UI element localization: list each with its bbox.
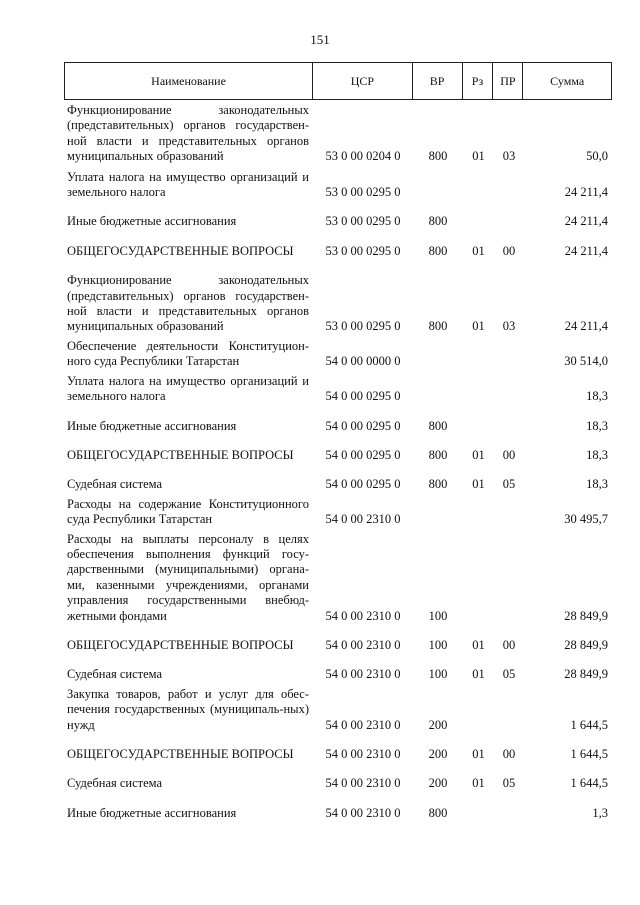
row-sum: 1,3 — [592, 805, 608, 820]
row-csr: 53 0 00 0295 0 — [325, 185, 401, 200]
table-row — [64, 776, 612, 791]
table-row — [64, 477, 612, 492]
row-name: ОБЩЕГОСУДАРСТВЕННЫЕ ВОПРОСЫ — [67, 637, 294, 652]
header-csr: ЦСР — [313, 63, 413, 99]
header-vr: ВР — [413, 63, 463, 99]
row-rz: 01 — [472, 747, 485, 761]
row-vr: 800 — [428, 805, 448, 820]
row-vr: 800 — [428, 149, 448, 164]
table-row — [64, 747, 612, 762]
row-pr: 00 — [502, 747, 516, 761]
row-name: Уплата налога на имущество организаций и земельного налога — [67, 169, 309, 200]
row-name: Судебная система — [67, 477, 163, 492]
row-sum: 18,3 — [586, 447, 608, 462]
row-csr: 53 0 00 0295 0 — [325, 243, 401, 258]
row-pr: 00 — [502, 243, 516, 258]
table-row — [64, 170, 612, 201]
row-vr: 800 — [428, 418, 448, 433]
header-name: Наименование — [65, 63, 313, 99]
table-body — [64, 103, 612, 821]
row-name: Иные бюджетные ассигнования — [67, 418, 237, 433]
header-sum: Сумма — [550, 73, 585, 88]
row-name: Судебная система — [67, 776, 163, 791]
row-rz: 01 — [472, 637, 485, 652]
row-pr: 00 — [502, 637, 516, 652]
row-sum: 24 211,4 — [564, 185, 608, 200]
row-name: ОБЩЕГОСУДАРСТВЕННЫЕ ВОПРОСЫ — [67, 747, 294, 761]
row-rz: 01 — [472, 243, 485, 258]
row-csr: 54 0 00 2310 0 — [325, 747, 401, 761]
row-csr: 54 0 00 2310 0 — [325, 805, 401, 820]
table-row — [64, 339, 612, 370]
table-row — [64, 638, 612, 653]
table-header — [64, 62, 612, 100]
row-name: Функционирование законодательных (представительных) органов государствен-ной власти и представительных органов муниципальных образований — [67, 103, 309, 164]
row-sum: 30 514,0 — [564, 354, 608, 369]
header-rz: Рз — [463, 63, 494, 99]
row-sum: 18,3 — [586, 477, 608, 492]
row-name: ОБЩЕГОСУДАРСТВЕННЫЕ ВОПРОСЫ — [67, 447, 294, 462]
table-row — [64, 667, 612, 682]
row-name: Уплата налога на имущество организаций и земельного налога — [67, 373, 309, 404]
row-csr: 54 0 00 2310 0 — [325, 637, 401, 652]
page-number: 151 — [310, 32, 330, 47]
row-vr: 100 — [428, 667, 448, 682]
row-rz: 01 — [472, 149, 485, 164]
row-csr: 54 0 00 0295 0 — [325, 447, 401, 462]
row-pr: 05 — [502, 667, 516, 682]
row-vr: 800 — [428, 214, 448, 229]
row-sum: 28 849,9 — [564, 608, 608, 623]
row-vr: 800 — [428, 243, 448, 258]
row-csr: 54 0 00 2310 0 — [325, 717, 401, 732]
row-rz: 01 — [472, 667, 485, 682]
row-sum: 28 849,9 — [564, 637, 608, 652]
row-name: Иные бюджетные ассигнования — [67, 214, 237, 229]
row-name: Функционирование законодательных (представительных) органов государствен-ной власти и представительных органов муниципальных образований — [67, 273, 309, 334]
row-vr: 200 — [428, 747, 448, 761]
row-vr: 800 — [428, 447, 448, 462]
table-row — [64, 374, 612, 405]
row-pr: 05 — [502, 477, 516, 492]
row-sum: 1 644,5 — [570, 717, 608, 732]
table-row — [64, 497, 612, 528]
row-sum: 1 644,5 — [570, 747, 608, 761]
row-sum: 18,3 — [586, 389, 608, 404]
row-name: ОБЩЕГОСУДАРСТВЕННЫЕ ВОПРОСЫ — [67, 243, 294, 258]
row-rz: 01 — [472, 477, 485, 492]
row-pr: 03 — [502, 319, 516, 334]
row-pr: 03 — [502, 149, 516, 164]
row-vr: 800 — [428, 319, 448, 334]
row-vr: 100 — [428, 637, 448, 652]
row-rz: 01 — [472, 776, 485, 791]
header-pr: ПР — [493, 63, 523, 99]
row-vr: 100 — [428, 608, 448, 623]
row-sum: 50,0 — [586, 149, 608, 164]
row-sum: 28 849,9 — [564, 667, 608, 682]
row-name: Обеспечение деятельности Конституцион-ного суда Республики Татарстан — [67, 338, 309, 369]
row-vr: 200 — [428, 717, 448, 732]
row-sum: 1 644,5 — [570, 776, 608, 791]
row-csr: 54 0 00 2310 0 — [325, 776, 401, 791]
row-name: Закупка товаров, работ и услуг для обес-печения государственных (муниципаль-ных) нужд — [67, 686, 309, 732]
table-row — [64, 806, 612, 821]
row-name: Расходы на содержание Конституционного суда Республики Татарстан — [67, 496, 309, 527]
row-csr: 53 0 00 0295 0 — [325, 319, 401, 334]
row-sum: 24 211,4 — [564, 243, 608, 258]
row-rz: 01 — [472, 319, 485, 334]
table-row — [64, 244, 612, 259]
row-csr: 54 0 00 0000 0 — [325, 354, 401, 369]
row-csr: 53 0 00 0295 0 — [325, 214, 401, 229]
row-sum: 30 495,7 — [564, 512, 608, 527]
table-row — [64, 448, 612, 463]
row-name: Иные бюджетные ассигнования — [67, 805, 237, 820]
row-pr: 05 — [502, 776, 516, 791]
row-csr: 54 0 00 2310 0 — [325, 667, 401, 682]
row-sum: 24 211,4 — [564, 319, 608, 334]
row-name: Судебная система — [67, 667, 163, 682]
row-vr: 200 — [428, 776, 448, 791]
row-rz: 01 — [472, 447, 485, 462]
table-row — [64, 103, 612, 165]
table-row — [64, 687, 612, 733]
row-csr: 54 0 00 0295 0 — [325, 477, 401, 492]
row-name: Расходы на выплаты персоналу в целях обеспечения выполнения функций госу-дарственными (муниципальными) органа-ми, казенными учреждениями, органами управления государственными внебюд-жетными фондами — [67, 531, 309, 623]
row-sum: 18,3 — [586, 418, 608, 433]
table-row — [64, 214, 612, 229]
row-csr: 54 0 00 2310 0 — [325, 512, 401, 527]
row-sum: 24 211,4 — [564, 214, 608, 229]
row-csr: 54 0 00 0295 0 — [325, 389, 401, 404]
row-csr: 54 0 00 0295 0 — [325, 418, 401, 433]
row-csr: 54 0 00 2310 0 — [325, 608, 401, 623]
row-csr: 53 0 00 0204 0 — [325, 149, 401, 164]
table-row — [64, 419, 612, 434]
row-pr: 00 — [502, 447, 516, 462]
row-vr: 800 — [428, 477, 448, 492]
table-row — [64, 532, 612, 624]
table-row — [64, 273, 612, 335]
